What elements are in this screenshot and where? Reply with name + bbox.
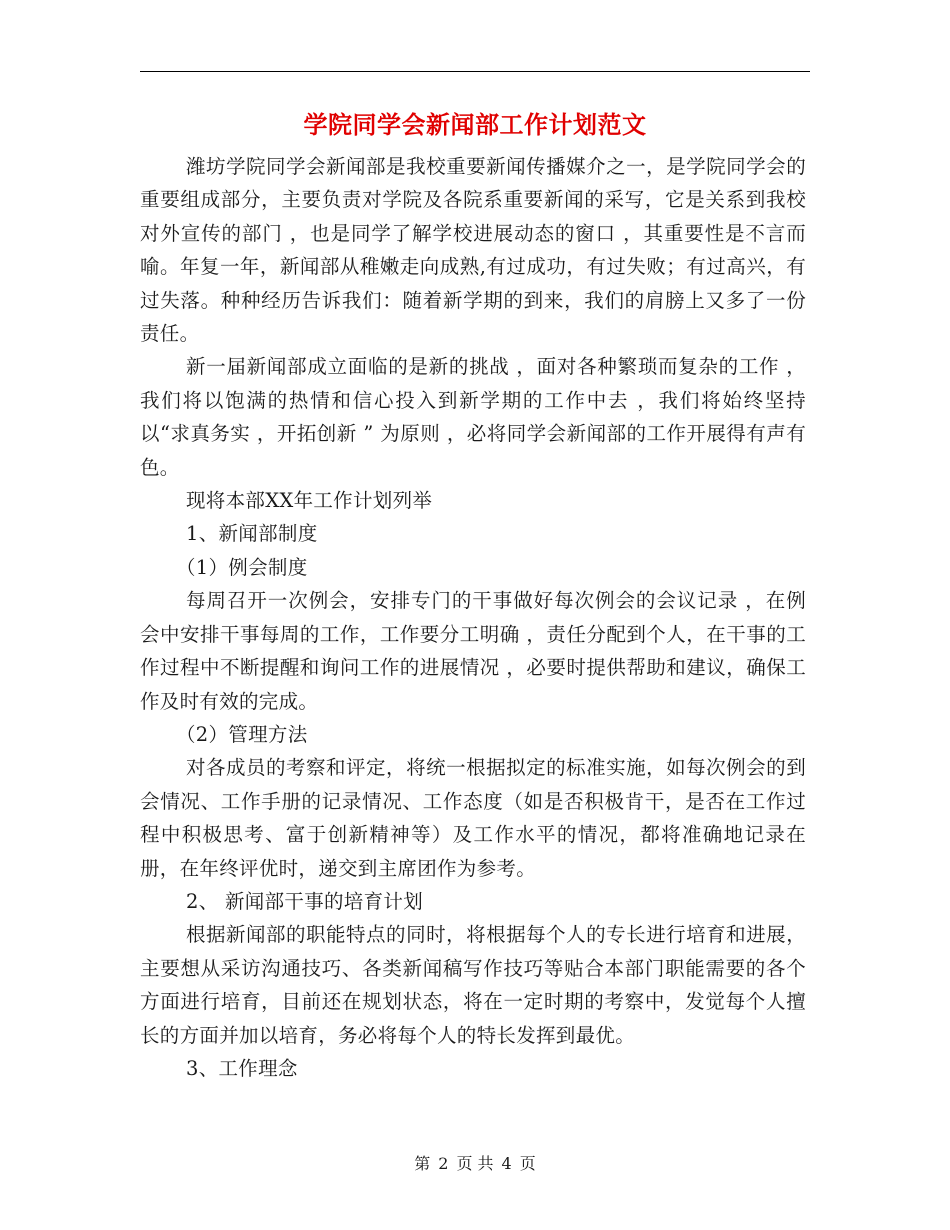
footer-page-number: 2 xyxy=(438,1154,449,1173)
footer-middle: 页 共 xyxy=(456,1154,494,1173)
document-title: 学院同学会新闻部工作计划范文 xyxy=(303,110,647,139)
header-rule xyxy=(140,71,810,72)
footer-total-pages: 4 xyxy=(501,1154,512,1173)
footer-suffix: 页 xyxy=(519,1154,536,1173)
document-body xyxy=(140,150,806,1085)
subsection-heading-management: （2）管理方法 xyxy=(176,722,308,746)
footer-prefix: 第 xyxy=(414,1154,431,1173)
paragraph-management: 对各成员的考察和评定，将统一根据拟定的标准实施，如每次例会的到会情况、工作手册的记录情况、工作态度（如是否积极肯干，是否在工作过程中积极思考、富于创新精神等）及工作水平的情况，都将准确地记录在册，在年终评优时，递交到主席团作为参考。 xyxy=(140,756,806,880)
section-heading-1: 1、新闻部制度 xyxy=(186,522,318,546)
paragraph-intro: 潍坊学院同学会新闻部是我校重要新闻传播媒介之一，是学院同学会的重要组成部分，主要负责对学院及各院系重要新闻的采写，它是关系到我校对外宣传的部门 ，也是同学了解学校进展动态的窗口 ，其重要性是不言而喻。年复一年，新闻部从稚嫩走向成熟,有过成功，有过失败；有过高兴，有过失落。种种经历告诉我们：随着新学期的到来，我们的肩膀上又多了一份责任。 xyxy=(140,155,806,346)
paragraph-training: 根据新闻部的职能特点的同时，将根据每个人的专长进行培育和进展，主要想从采访沟通技巧、各类新闻稿写作技巧等贴合本部门职能需要的各个方面进行培育，目前还在规划状态，将在一定时期的考察中，发觉每个人擅长的方面并加以培育，务必将每个人的特长发挥到最优。 xyxy=(140,923,806,1047)
section-heading-3: 3、工作理念 xyxy=(186,1056,298,1080)
paragraph-plan-intro: 现将本部XX年工作计划列举 xyxy=(186,489,433,513)
section-heading-2: 2、 新闻部干事的培育计划 xyxy=(186,889,424,913)
paragraph-challenge: 新一届新闻部成立面临的是新的挑战 ，面对各种繁琐而复杂的工作 ，我们将以饱满的热情和信心投入到新学期的工作中去 ，我们将始终坚持以“求真务实 ，开拓创新 ” 为原则 ，必将同学会新闻部的工作开展得有声有色。 xyxy=(140,355,806,479)
subsection-heading-meeting: （1）例会制度 xyxy=(176,555,308,579)
page-footer xyxy=(0,1152,950,1176)
paragraph-meeting: 每周召开一次例会，安排专门的干事做好每次例会的会议记录 ，在例会中安排干事每周的工作，工作要分工明确 ，责任分配到个人，在干事的工作过程中不断提醒和询问工作的进展情况 ，必要时提供帮助和建议，确保工作及时有效的完成。 xyxy=(140,589,806,713)
